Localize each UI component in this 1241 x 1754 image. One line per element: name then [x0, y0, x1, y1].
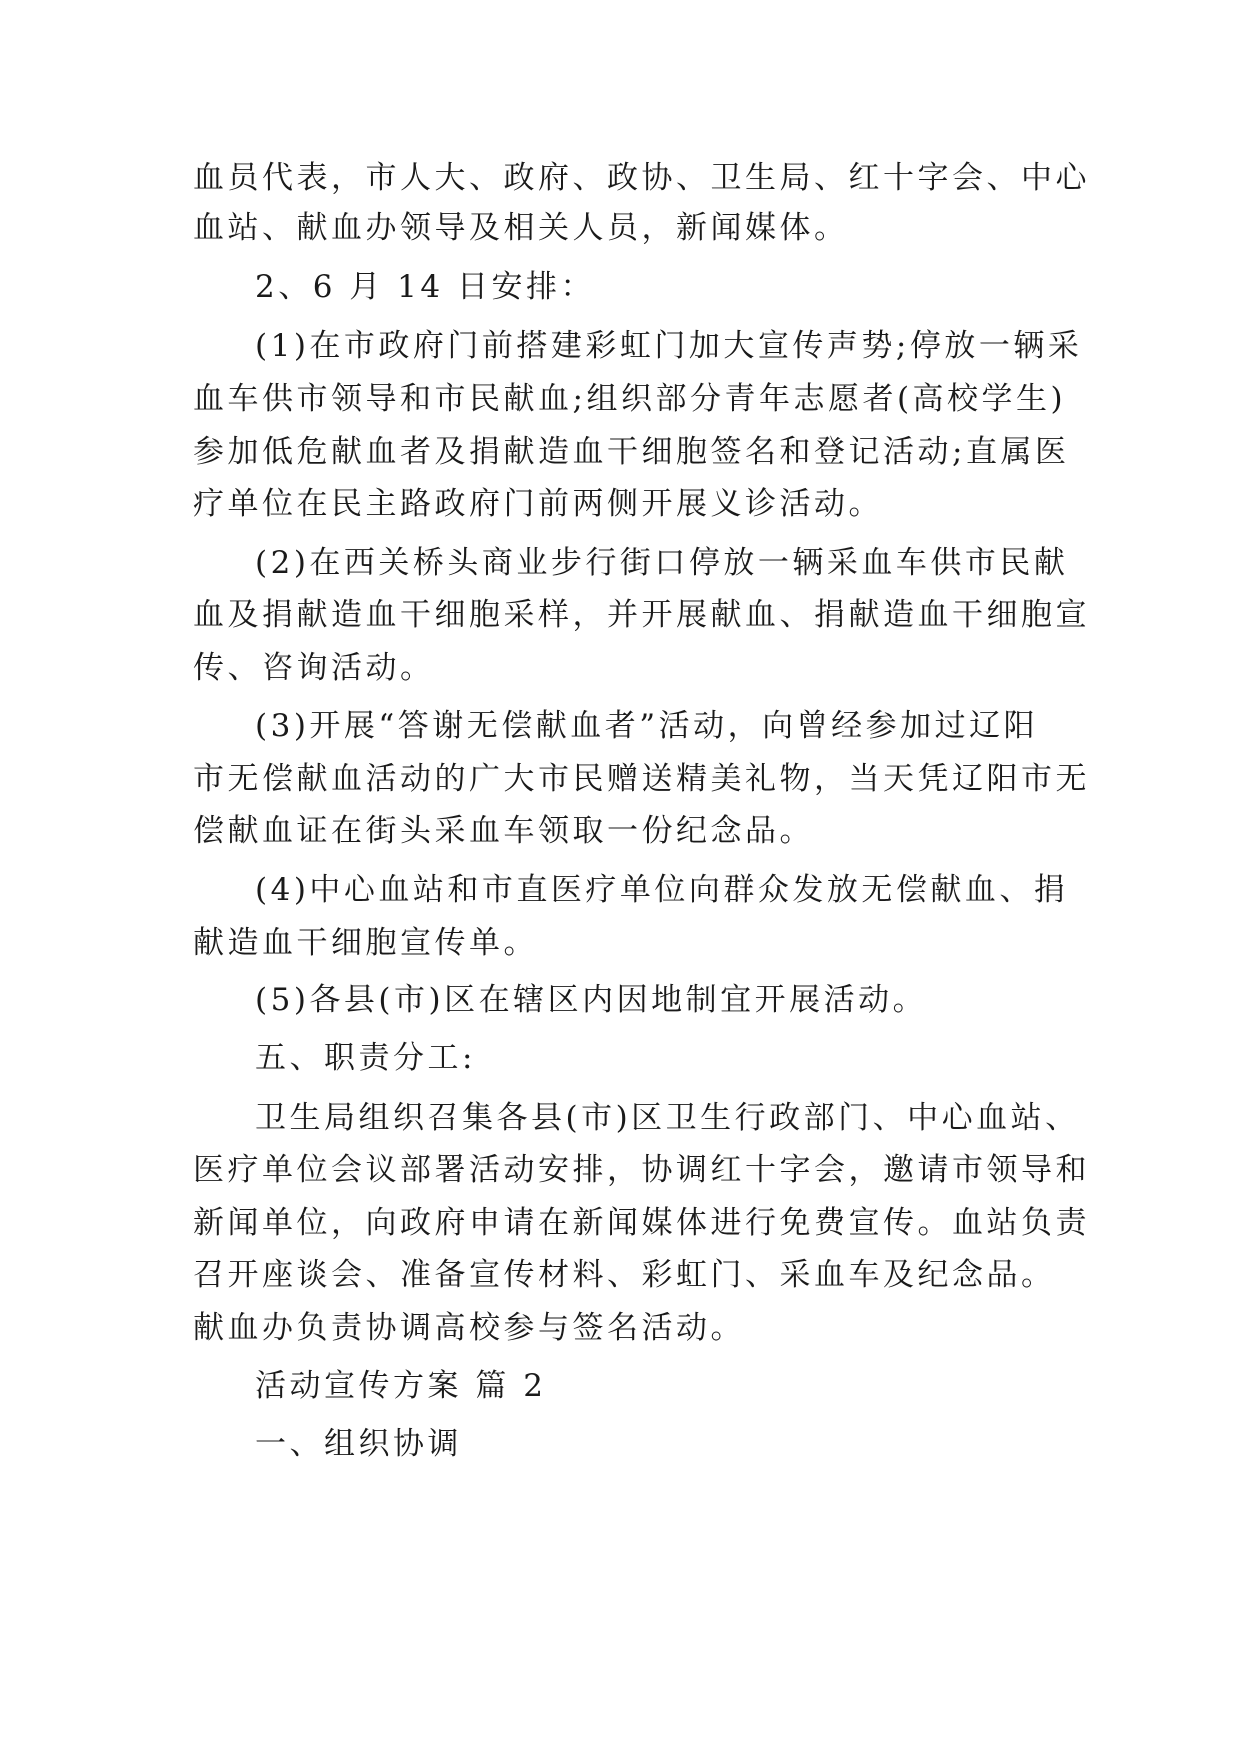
paragraph-line: 市无偿献血活动的广大市民赠送精美礼物，当天凭辽阳市无: [193, 761, 1090, 797]
section-heading: 2、6 月 14 日安排：: [255, 269, 595, 305]
paragraph-line: 卫生局组织召集各县(市)区卫生行政部门、中心血站、: [255, 1100, 1080, 1136]
paragraph-line: 参加低危献血者及捐献造血干细胞签名和登记活动;直属医: [193, 434, 1070, 470]
paragraph-line: 血站、献血办领导及相关人员，新闻媒体。: [193, 210, 849, 246]
paragraph-line: (4)中心血站和市直医疗单位向群众发放无偿献血、捐: [255, 872, 1069, 908]
paragraph-line: 医疗单位会议部署活动安排，协调红十字会，邀请市领导和: [193, 1152, 1090, 1188]
paragraph-line: 新闻单位，向政府申请在新闻媒体进行免费宣传。血站负责: [193, 1205, 1090, 1241]
paragraph-line: 血员代表，市人大、政府、政协、卫生局、红十字会、中心: [193, 160, 1090, 196]
paragraph-line: 召开座谈会、准备宣传材料、彩虹门、采血车及纪念品。: [193, 1257, 1056, 1293]
paragraph-line: 献造血干细胞宣传单。: [193, 925, 538, 961]
paragraph-line: (3)开展“答谢无偿献血者”活动，向曾经参加过辽阳: [255, 708, 1039, 744]
paragraph-line: 血及捐献造血干细胞采样，并开展献血、捐献造血干细胞宣: [193, 597, 1090, 633]
paragraph-line: (2)在西关桥头商业步行街口停放一辆采血车供市民献: [255, 545, 1069, 581]
paragraph-line: 血车供市领导和市民献血;组织部分青年志愿者(高校学生): [193, 381, 1067, 417]
paragraph-line: (1)在市政府门前搭建彩虹门加大宣传声势;停放一辆采: [255, 328, 1083, 364]
paragraph-line: (5)各县(市)区在辖区内因地制宜开展活动。: [255, 982, 928, 1018]
section-heading: 活动宣传方案 篇 2: [255, 1368, 547, 1404]
paragraph-line: 传、咨询活动。: [193, 650, 435, 686]
paragraph-line: 偿献血证在街头采血车领取一份纪念品。: [193, 813, 814, 849]
paragraph-line: 献血办负责协调高校参与签名活动。: [193, 1310, 745, 1346]
section-heading: 五、职责分工:: [255, 1040, 476, 1076]
section-heading: 一、组织协调: [255, 1426, 462, 1462]
paragraph-line: 疗单位在民主路政府门前两侧开展义诊活动。: [193, 486, 883, 522]
